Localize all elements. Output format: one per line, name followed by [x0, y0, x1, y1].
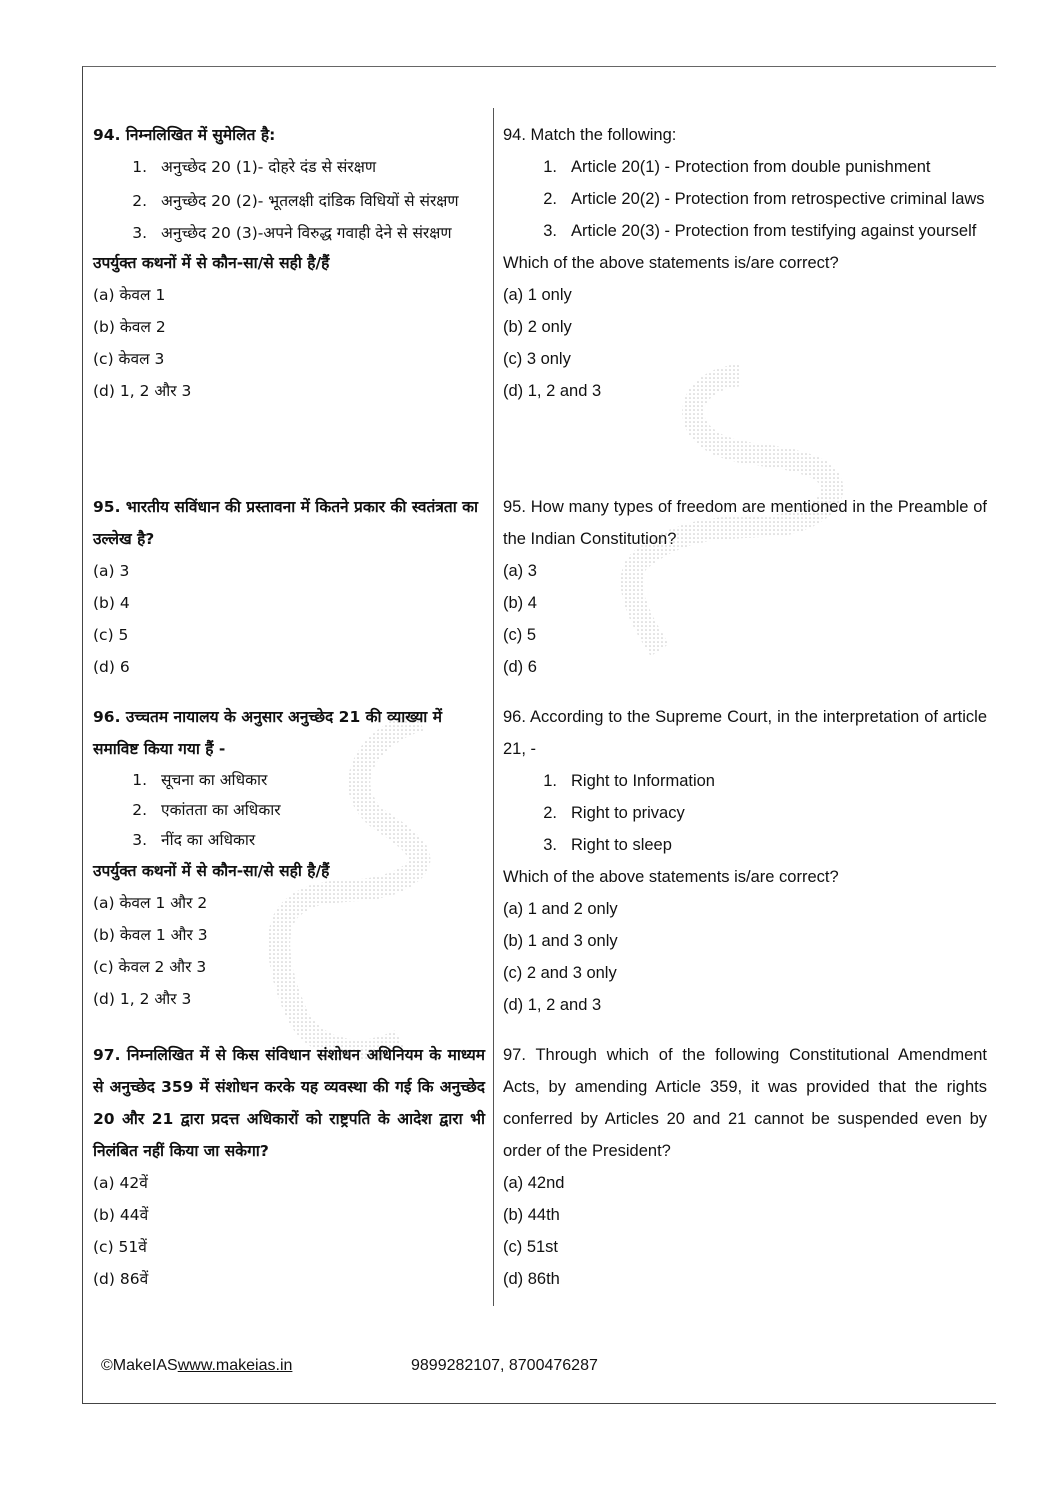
- q96-hindi-stem: 96. उच्चतम नायालय के अनुसार अनुच्छेद 21 की व्याख्या में समाविष्ट किया गया हैं -: [93, 708, 442, 758]
- option: (a) 3: [503, 562, 537, 580]
- item-number: 1.: [132, 771, 147, 789]
- q94-hindi-stem: 94. निम्नलिखित में सुमेलित है:: [93, 126, 276, 144]
- option: (d) 6: [93, 658, 130, 676]
- list-item: [503, 829, 987, 861]
- q95-hindi: [93, 491, 485, 683]
- option: (c) 3 only: [503, 350, 571, 368]
- list-item: [503, 765, 987, 797]
- item-text: Right to privacy: [571, 804, 685, 822]
- list-item: [93, 183, 485, 215]
- q94-hindi-items: [93, 151, 485, 247]
- option: (d) 1, 2 और 3: [93, 990, 192, 1008]
- q97-english-stem: 97. Through which of the following Constitutional Amendment Acts, by amending Article 359, it was provided that the rights conferred by Articles 20 and 21 cannot be suspended even by order of the President?: [503, 1046, 987, 1160]
- option: (c) केवल 2 और 3: [93, 958, 207, 976]
- q96-english: [503, 701, 987, 1021]
- q97-english: [503, 1039, 987, 1295]
- q94-english-items: [503, 151, 987, 247]
- option: (c) 51st: [503, 1238, 559, 1256]
- option: (d) 86th: [503, 1270, 560, 1288]
- footer-phones: 9899282107, 8700476287: [411, 1357, 598, 1374]
- option: (d) 1, 2 और 3: [93, 382, 192, 400]
- item-number: 2.: [543, 804, 557, 822]
- item-text: Article 20(2) - Protection from retrospective criminal laws: [571, 190, 985, 208]
- q95-english: [503, 491, 987, 683]
- q97-hindi-stem: 97. निम्नलिखित में से किस संविधान संशोधन अधिनियम के माध्यम से अनुच्छेद 359 में संशोधन करके यह व्यवस्था की गई कि अनुच्छेद 20 और 21 द्वारा प्रदत्त अधिकारों को राष्ट्रपति के आदेश द्वारा भी निलंबित नहीं किया जा सकेगा?: [93, 1046, 485, 1160]
- list-item: [503, 183, 987, 215]
- option: (c) 5: [503, 626, 536, 644]
- q94-english-stem: 94. Match the following:: [503, 126, 677, 144]
- q96-english-stem: 96. According to the Supreme Court, in the interpretation of article 21, -: [503, 708, 987, 758]
- item-text: अनुच्छेद 20 (3)-अपने विरुद्ध गवाही देने से संरक्षण: [161, 224, 452, 242]
- q94-hindi-question: उपर्युक्त कथनों में से कौन-सा/से सही है/हैं: [93, 254, 330, 272]
- item-number: 3.: [543, 222, 557, 240]
- q96-hindi-items: [93, 765, 485, 855]
- option: (a) 42nd: [503, 1174, 565, 1192]
- option: (c) केवल 3: [93, 350, 165, 368]
- option: (c) 2 and 3 only: [503, 964, 617, 982]
- option: (c) 51वें: [93, 1238, 147, 1256]
- option: (d) 1, 2 and 3: [503, 996, 602, 1014]
- list-item: [503, 797, 987, 829]
- option: (c) 5: [93, 626, 129, 644]
- option: (b) 44वें: [93, 1206, 149, 1224]
- item-text: Article 20(3) - Protection from testifying against yourself: [571, 222, 977, 240]
- q95-english-stem: 95. How many types of freedom are mentioned in the Preamble of the Indian Constitution?: [503, 498, 987, 548]
- list-item: [93, 825, 485, 855]
- item-text: Article 20(1) - Protection from double punishment: [571, 158, 931, 176]
- option: (d) 1, 2 and 3: [503, 382, 602, 400]
- item-number: 2.: [132, 801, 147, 819]
- option: (d) 6: [503, 658, 537, 676]
- q97-hindi: [93, 1039, 485, 1295]
- website-link[interactable]: www.makeias.in: [177, 1357, 293, 1374]
- item-text: अनुच्छेद 20 (2)- भूतलक्षी दांडिक विधियों से संरक्षण: [161, 192, 459, 210]
- q94-english-question: Which of the above statements is/are correct?: [503, 254, 839, 272]
- q94-hindi: [93, 119, 485, 407]
- q96-english-items: [503, 765, 987, 861]
- option: (b) 4: [93, 594, 130, 612]
- option: (b) 2 only: [503, 318, 572, 336]
- list-item: [93, 765, 485, 795]
- footer-brand: ©MakeIAS: [101, 1357, 178, 1374]
- list-item: [93, 215, 485, 247]
- q94-english: [503, 119, 987, 407]
- list-item: [503, 151, 987, 183]
- item-number: 3.: [132, 831, 147, 849]
- option: (b) 1 and 3 only: [503, 932, 618, 950]
- item-text: एकांतता का अधिकार: [161, 801, 281, 819]
- option: (b) केवल 2: [93, 318, 166, 336]
- item-number: 1.: [132, 158, 147, 176]
- list-item: [503, 215, 987, 247]
- option: (b) 4: [503, 594, 537, 612]
- option: (a) 1 and 2 only: [503, 900, 618, 918]
- item-text: अनुच्छेद 20 (1)- दोहरे दंड से संरक्षण: [161, 158, 377, 176]
- item-number: 3.: [543, 836, 557, 854]
- option: (a) 42वें: [93, 1174, 148, 1192]
- q95-hindi-stem: 95. भारतीय सविंधान की प्रस्तावना में कितने प्रकार की स्वतंत्रता का उल्लेख है?: [93, 498, 479, 548]
- item-number: 1.: [543, 158, 557, 176]
- option: (a) 1 only: [503, 286, 572, 304]
- option: (a) केवल 1: [93, 286, 166, 304]
- item-text: Right to sleep: [571, 836, 672, 854]
- item-number: 2.: [543, 190, 557, 208]
- q96-hindi-question: उपर्युक्त कथनों में से कौन-सा/से सही है/हैं: [93, 862, 330, 880]
- option: (a) 3: [93, 562, 130, 580]
- option: (d) 86वें: [93, 1270, 149, 1288]
- list-item: [93, 151, 485, 183]
- item-number: 2.: [132, 192, 147, 210]
- option: (b) 44th: [503, 1206, 560, 1224]
- item-text: नींद का अधिकार: [161, 831, 256, 849]
- item-number: 3.: [132, 224, 147, 242]
- column-divider: [493, 108, 494, 1306]
- item-text: Right to Information: [571, 772, 715, 790]
- item-number: 1.: [543, 772, 557, 790]
- page-footer: [101, 1357, 598, 1375]
- q96-hindi: [93, 701, 485, 1015]
- option: (a) केवल 1 और 2: [93, 894, 208, 912]
- item-text: सूचना का अधिकार: [161, 771, 268, 789]
- q96-english-question: Which of the above statements is/are correct?: [503, 868, 839, 886]
- list-item: [93, 795, 485, 825]
- option: (b) केवल 1 और 3: [93, 926, 208, 944]
